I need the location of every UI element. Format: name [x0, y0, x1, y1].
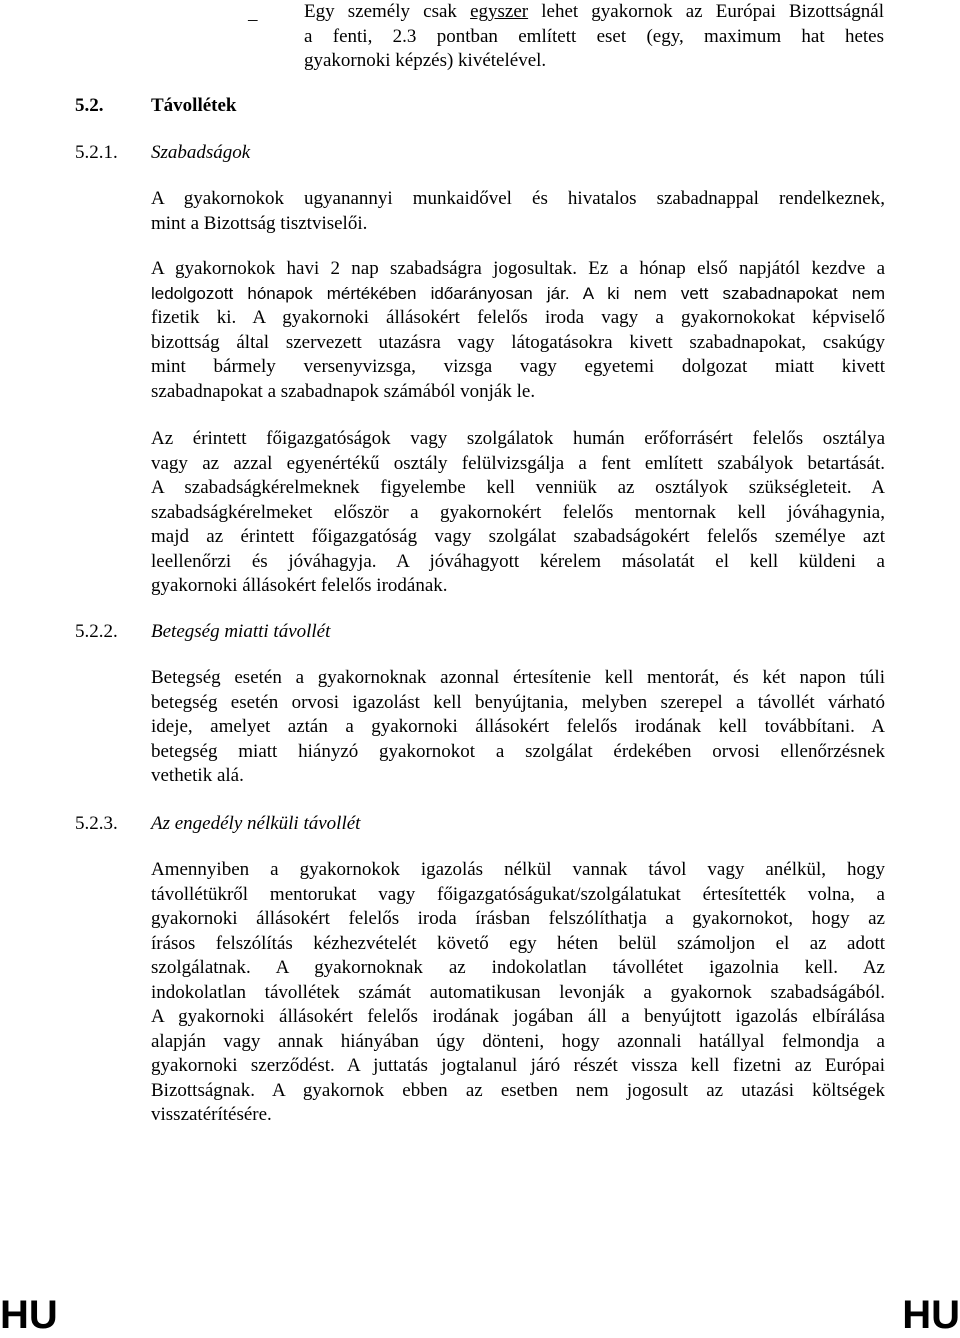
paragraph-line: Amennyiben a gyakornokok igazolás nélkül vannak távol vagy anélkül, hogy: [151, 859, 885, 880]
paragraph-line: szabadnapokat a szabadnapok számából vonják le.: [151, 380, 536, 402]
paragraph-line: bizottság által szervezett utazásra vagy látogatásokra kivett szabadnapokat, csakúgy: [151, 331, 885, 353]
list-dash: –: [248, 9, 258, 30]
paragraph-line: vethetik alá.: [151, 765, 244, 786]
section-number: 5.2.: [75, 95, 104, 116]
paragraph-5: [151, 858, 885, 1128]
paragraph-2: [151, 257, 885, 404]
paragraph-line: betegség esetén orvosi igazolást kell benyújtania, melyben szerepel a távollét várható: [151, 691, 885, 713]
subsection-number: 5.2.1.: [75, 142, 118, 163]
intro-line-3: gyakornoki képzés) kivételével.: [304, 50, 547, 71]
paragraph-line: Betegség esetén a gyakornoknak azonnal értesítenie kell mentorát, és két napon túli: [151, 667, 885, 688]
paragraph-line: A gyakornoki állásokért felelős irodának jogában áll a benyújtott igazolás elbírálása: [151, 1006, 885, 1027]
subsection-number: 5.2.2.: [75, 621, 118, 642]
subsection-title: Betegség miatti távollét: [151, 621, 331, 642]
paragraph-line: gyakornoki állásokért felelős iroda írásban felszólíthatja a gyakornokot, hogy az: [151, 908, 885, 929]
subsection-title: Szabadságok: [151, 142, 251, 163]
paragraph-line: fizetik ki. A gyakornoki állásokért felelős iroda vagy a gyakornokokat képviselő: [151, 307, 885, 328]
paragraph-line: mint bármely versenyvizsga, vizsga vagy egyetemi dolgozat miatt kivett: [151, 356, 885, 377]
subsection-title: Az engedély nélküli távollét: [151, 813, 361, 834]
paragraph-line: ledolgozott hónapok mértékében időarányosan jár. A ki nem vett szabadnapokat nem: [151, 283, 885, 303]
paragraph-4: [151, 666, 885, 789]
paragraph-line: A szabadságkérelmeknek figyelembe kell venniük az osztályok szükségleteit. A: [151, 477, 885, 498]
paragraph-1: [151, 187, 885, 236]
paragraph-line: visszatérítésére.: [151, 1104, 272, 1125]
paragraph-line: indokolatlan távollétek számát automatikusan levonják a gyakornok szabadságából.: [151, 981, 885, 1003]
paragraph-line: vagy az azzal egyenértékű osztály felülvizsgálja a fent említett szabályok betartását.: [151, 452, 885, 474]
footer-language-right: HU: [902, 1293, 960, 1337]
paragraph-line: gyakornoki szerződést. A juttatás jogtalanul járó részét vissza kell fizetni az Európai: [151, 1055, 885, 1076]
paragraph-line: szolgálatnak. A gyakornoknak az indokolatlan távollétet igazolnia kell. Az: [151, 957, 885, 978]
paragraph-line: ideje, amelyet aztán a gyakornoki állásokért felelős irodának kell továbbítani. A: [151, 716, 885, 737]
paragraph-line: alapján vagy annak hiányában úgy dönteni, hogy azonnali hatállyal felmondja a: [151, 1030, 885, 1052]
paragraph-line: szabadságkérelmeket először a gyakornokért felelős mentornak kell jóváhagynia,: [151, 501, 885, 523]
paragraph-line: Az érintett főigazgatóságok vagy szolgálatok humán erőforrásért felelős osztálya: [151, 428, 885, 449]
footer-language-left: HU: [0, 1293, 58, 1337]
intro-line-1: Egy személy csak egyszer lehet gyakornok az Európai Bizottságnál: [304, 1, 884, 22]
intro-item-text: [304, 0, 884, 74]
paragraph-line: A gyakornokok ugyanannyi munkaidővel és hivatalos szabadnappal rendelkeznek,: [151, 188, 885, 209]
paragraph-line: betegség miatt hiányzó gyakornokot a szolgálat érdekében orvosi ellenőrzésnek: [151, 740, 885, 762]
subsection-number: 5.2.3.: [75, 813, 118, 834]
paragraph-line: Bizottságnak. A gyakornok ebben az esetben nem jogosult az utazási költségek: [151, 1079, 885, 1101]
paragraph-line: írásos felszólítás kézhezvételét követő egy héten belül számoljon el az adott: [151, 932, 885, 954]
intro-line-2: a fenti, 2.3 pontban említett eset (egy, maximum hat hetes: [304, 25, 884, 47]
paragraph-line: A gyakornokok havi 2 nap szabadságra jogosultak. Ez a hónap első napjától kezdve a: [151, 258, 885, 279]
paragraph-line: mint a Bizottság tisztviselői.: [151, 212, 368, 234]
paragraph-line: leellenőrzi és jóváhagyja. A jóváhagyott kérelem másolatát el kell küldeni a: [151, 550, 885, 572]
emphasis-underline: egyszer: [470, 1, 529, 22]
paragraph-line: majd az érintett főigazgatóság vagy szolgálat szabadságokért felelős személye azt: [151, 526, 885, 547]
paragraph-3: [151, 427, 885, 599]
paragraph-line: gyakornoki állásokért felelős irodának.: [151, 575, 448, 596]
paragraph-line: távollétükről mentorukat vagy főigazgatóságukat/szolgálatukat értesítették volna, a: [151, 883, 885, 905]
section-title: Távollétek: [151, 95, 237, 116]
